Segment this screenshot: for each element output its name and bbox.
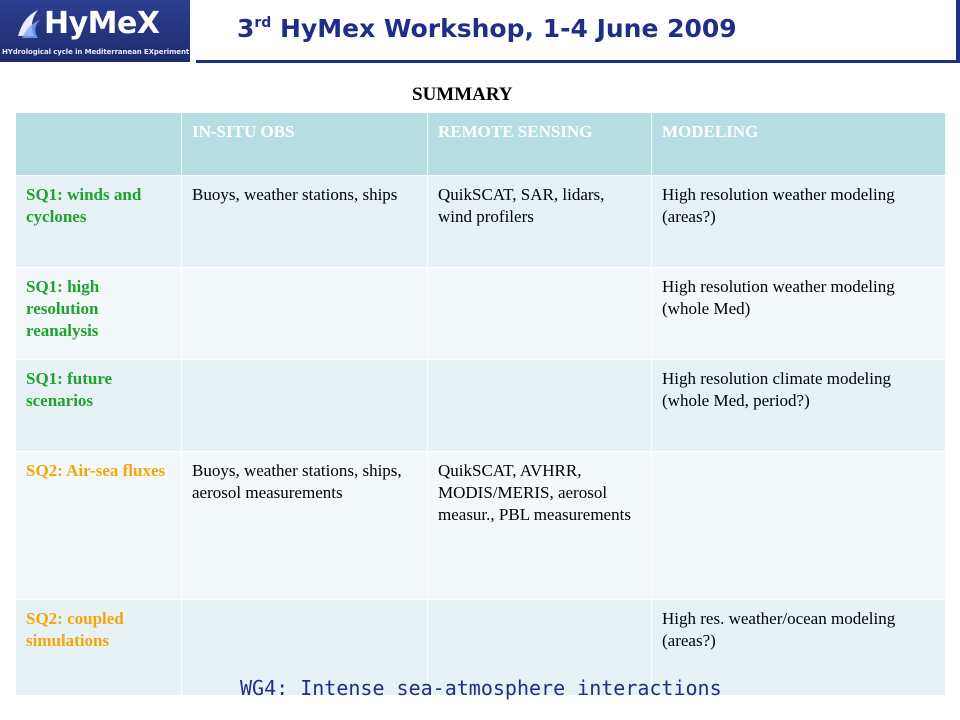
row-label: SQ2: Air-sea fluxes — [16, 452, 182, 600]
row-label: SQ1: future scenarios — [16, 360, 182, 452]
logo-title: HyMeX — [44, 6, 160, 41]
modeling-cell: High res. weather/ocean modeling (areas?) — [652, 600, 946, 696]
summary-table — [15, 112, 946, 696]
corner-accent — [956, 0, 960, 62]
page-title: 3rd HyMex Workshop, 1-4 June 2009 — [237, 14, 737, 43]
column-header: MODELING — [652, 113, 946, 176]
table-row — [16, 452, 946, 600]
table-header-row — [16, 113, 946, 176]
remote-sensing-cell — [428, 268, 652, 360]
remote-sensing-cell: QuikSCAT, SAR, lidars, wind profilers — [428, 176, 652, 268]
modeling-cell: High resolution weather modeling (areas?) — [652, 176, 946, 268]
column-header — [16, 113, 182, 176]
table-row — [16, 360, 946, 452]
remote-sensing-cell — [428, 360, 652, 452]
modeling-cell — [652, 452, 946, 600]
table-row — [16, 268, 946, 360]
footer-caption: WG4: Intense sea-atmosphere interactions — [240, 676, 722, 700]
row-label: SQ2: coupled simulations — [16, 600, 182, 696]
row-label: SQ1: winds and cyclones — [16, 176, 182, 268]
in-situ-cell — [182, 360, 428, 452]
in-situ-cell: Buoys, weather stations, ships, aerosol measurements — [182, 452, 428, 600]
table-row — [16, 176, 946, 268]
logo-subtitle: HYdrological cycle in Mediterranean EXperiment — [2, 48, 190, 56]
in-situ-cell — [182, 268, 428, 360]
header-divider — [196, 60, 960, 63]
column-header: REMOTE SENSING — [428, 113, 652, 176]
in-situ-cell: Buoys, weather stations, ships — [182, 176, 428, 268]
remote-sensing-cell: QuikSCAT, AVHRR, MODIS/MERIS, aerosol measur., PBL measurements — [428, 452, 652, 600]
wave-icon — [16, 6, 42, 40]
column-header: IN-SITU OBS — [182, 113, 428, 176]
modeling-cell: High resolution climate modeling (whole Med, period?) — [652, 360, 946, 452]
summary-heading: SUMMARY — [412, 84, 513, 105]
row-label: SQ1: high resolution reanalysis — [16, 268, 182, 360]
hymex-logo — [0, 0, 190, 62]
modeling-cell: High resolution weather modeling (whole Med) — [652, 268, 946, 360]
